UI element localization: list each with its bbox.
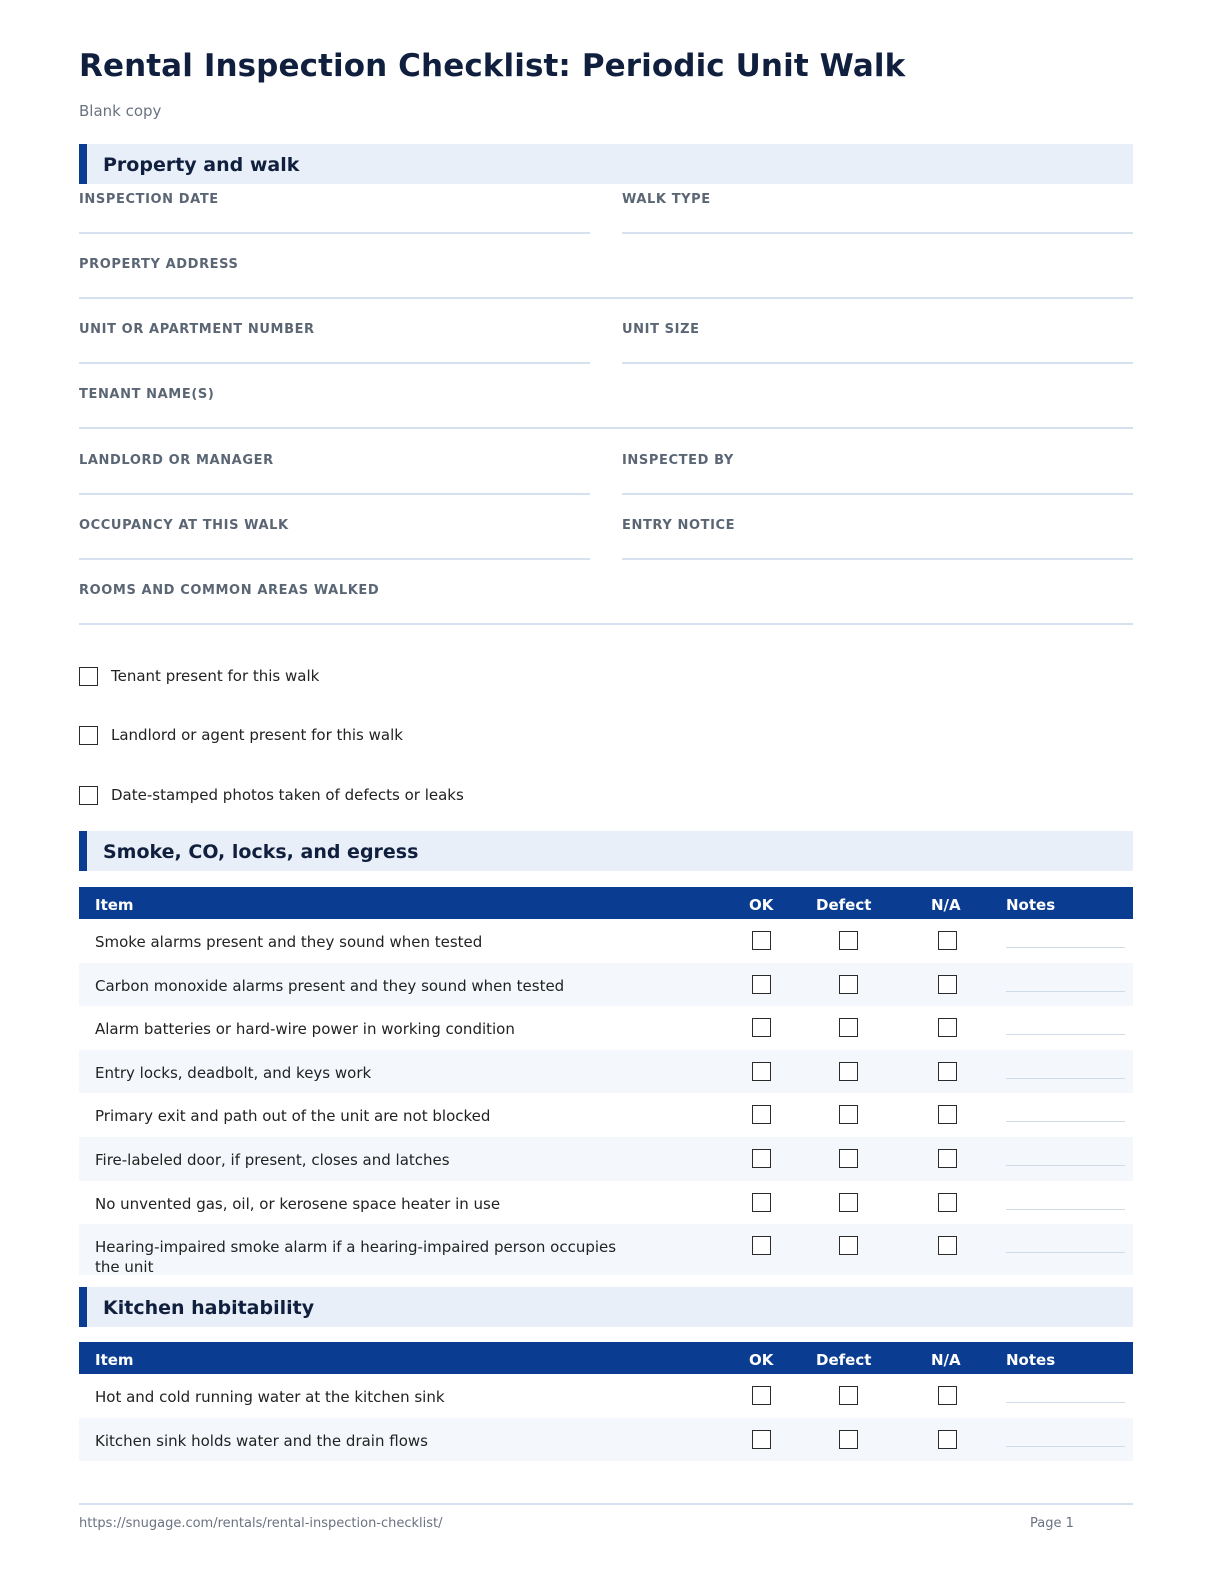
item-text: Entry locks, deadbolt, and keys work — [95, 1063, 372, 1082]
na-checkbox[interactable] — [938, 1193, 957, 1212]
field-label: WALK TYPE — [622, 192, 711, 207]
field-label: UNIT SIZE — [622, 322, 700, 337]
ok-checkbox[interactable] — [752, 1386, 771, 1405]
table-row — [79, 1006, 1133, 1050]
col-defect: Defect — [816, 1351, 872, 1369]
item-text: Hearing-impaired smoke alarm if a hearing-impaired person occupies the unit — [95, 1238, 617, 1277]
checkbox[interactable] — [79, 726, 98, 745]
col-ok: OK — [749, 1351, 774, 1369]
notes-input[interactable] — [1006, 1034, 1125, 1035]
ok-checkbox[interactable] — [752, 1105, 771, 1124]
checkbox[interactable] — [79, 786, 98, 805]
property-address-field[interactable] — [79, 249, 1133, 299]
item-text: No unvented gas, oil, or kerosene space heater in use — [95, 1194, 501, 1213]
table-header — [79, 887, 1133, 919]
table-row — [79, 919, 1133, 963]
na-checkbox[interactable] — [938, 1105, 957, 1124]
section-heading-label: Property and walk — [103, 154, 300, 176]
ok-checkbox[interactable] — [752, 1062, 771, 1081]
table-row — [79, 1137, 1133, 1181]
checkbox-label: Landlord or agent present for this walk — [111, 726, 403, 744]
defect-checkbox[interactable] — [839, 1062, 858, 1081]
col-item: Item — [95, 896, 134, 914]
section-heading-label: Smoke, CO, locks, and egress — [103, 841, 419, 863]
na-checkbox[interactable] — [938, 1018, 957, 1037]
na-checkbox[interactable] — [938, 975, 957, 994]
rooms-walked-field[interactable] — [79, 575, 1133, 625]
table-row — [79, 1181, 1133, 1225]
notes-input[interactable] — [1006, 1252, 1125, 1253]
item-text: Hot and cold running water at the kitchen sink — [95, 1388, 445, 1406]
notes-input[interactable] — [1006, 1209, 1125, 1210]
notes-input[interactable] — [1006, 947, 1125, 948]
item-text: Primary exit and path out of the unit are not blocked — [95, 1107, 491, 1126]
landlord-field[interactable] — [79, 445, 590, 495]
col-item: Item — [95, 1351, 134, 1369]
col-ok: OK — [749, 896, 774, 914]
field-label: PROPERTY ADDRESS — [79, 257, 239, 272]
na-checkbox[interactable] — [938, 1430, 957, 1449]
item-text: Alarm batteries or hard-wire power in working condition — [95, 1020, 515, 1039]
table-row — [79, 963, 1133, 1007]
col-na: N/A — [931, 896, 961, 914]
section-heading-kitchen — [79, 1287, 1133, 1327]
inspected-by-field[interactable] — [622, 445, 1133, 495]
field-label: UNIT OR APARTMENT NUMBER — [79, 322, 315, 337]
defect-checkbox[interactable] — [839, 1105, 858, 1124]
defect-checkbox[interactable] — [839, 1193, 858, 1212]
item-text: Carbon monoxide alarms present and they sound when tested — [95, 976, 565, 995]
field-label: ROOMS AND COMMON AREAS WALKED — [79, 583, 380, 598]
table-row — [79, 1050, 1133, 1094]
section-heading-property — [79, 144, 1133, 184]
ok-checkbox[interactable] — [752, 1236, 771, 1255]
field-label: OCCUPANCY AT THIS WALK — [79, 518, 289, 533]
ok-checkbox[interactable] — [752, 975, 771, 994]
entry-notice-field[interactable] — [622, 510, 1133, 560]
footer-divider — [79, 1503, 1133, 1505]
defect-checkbox[interactable] — [839, 1236, 858, 1255]
page-number: Page 1 — [1030, 1516, 1074, 1531]
ok-checkbox[interactable] — [752, 1149, 771, 1168]
notes-input[interactable] — [1006, 1121, 1125, 1122]
table-header — [79, 1342, 1133, 1374]
notes-input[interactable] — [1006, 1165, 1125, 1166]
col-notes: Notes — [1006, 896, 1056, 914]
ok-checkbox[interactable] — [752, 1193, 771, 1212]
smoke-checklist-table — [79, 887, 1133, 1275]
defect-checkbox[interactable] — [839, 931, 858, 950]
checkbox-label: Date-stamped photos taken of defects or leaks — [111, 786, 464, 804]
section-heading-smoke — [79, 831, 1133, 871]
kitchen-checklist-table — [79, 1342, 1133, 1461]
na-checkbox[interactable] — [938, 1149, 957, 1168]
section-heading-label: Kitchen habitability — [103, 1297, 315, 1319]
col-defect: Defect — [816, 896, 872, 914]
field-label: TENANT NAME(S) — [79, 387, 215, 402]
ok-checkbox[interactable] — [752, 1430, 771, 1449]
footer-url: https://snugage.com/rentals/rental-inspection-checklist/ — [79, 1516, 443, 1531]
notes-input[interactable] — [1006, 1078, 1125, 1079]
defect-checkbox[interactable] — [839, 1386, 858, 1405]
item-text: Smoke alarms present and they sound when tested — [95, 933, 483, 951]
na-checkbox[interactable] — [938, 931, 957, 950]
col-na: N/A — [931, 1351, 961, 1369]
item-text: Fire-labeled door, if present, closes and latches — [95, 1150, 450, 1169]
defect-checkbox[interactable] — [839, 975, 858, 994]
ok-checkbox[interactable] — [752, 931, 771, 950]
unit-size-field[interactable] — [622, 314, 1133, 364]
na-checkbox[interactable] — [938, 1386, 957, 1405]
defect-checkbox[interactable] — [839, 1149, 858, 1168]
field-label: INSPECTION DATE — [79, 192, 219, 207]
col-notes: Notes — [1006, 1351, 1056, 1369]
occupancy-field[interactable] — [79, 510, 590, 560]
item-text: Kitchen sink holds water and the drain flows — [95, 1431, 428, 1450]
field-label: ENTRY NOTICE — [622, 518, 736, 533]
notes-input[interactable] — [1006, 991, 1125, 992]
table-row — [79, 1418, 1133, 1462]
field-label: LANDLORD OR MANAGER — [79, 453, 274, 468]
checkbox-label: Tenant present for this walk — [111, 667, 320, 685]
field-label: INSPECTED BY — [622, 453, 734, 468]
table-row — [79, 1093, 1133, 1137]
unit-number-field[interactable] — [79, 314, 590, 364]
page-subtitle: Blank copy — [79, 102, 162, 120]
defect-checkbox[interactable] — [839, 1430, 858, 1449]
ok-checkbox[interactable] — [752, 1018, 771, 1037]
notes-input[interactable] — [1006, 1402, 1125, 1403]
tenant-names-field[interactable] — [79, 379, 1133, 429]
notes-input[interactable] — [1006, 1446, 1125, 1447]
na-checkbox[interactable] — [938, 1062, 957, 1081]
page-title: Rental Inspection Checklist: Periodic Unit Walk — [79, 48, 906, 84]
table-row — [79, 1374, 1133, 1418]
checkbox[interactable] — [79, 667, 98, 686]
inspection-date-field[interactable] — [79, 184, 590, 234]
walk-type-field[interactable] — [622, 184, 1133, 234]
table-row — [79, 1224, 1133, 1275]
defect-checkbox[interactable] — [839, 1018, 858, 1037]
na-checkbox[interactable] — [938, 1236, 957, 1255]
